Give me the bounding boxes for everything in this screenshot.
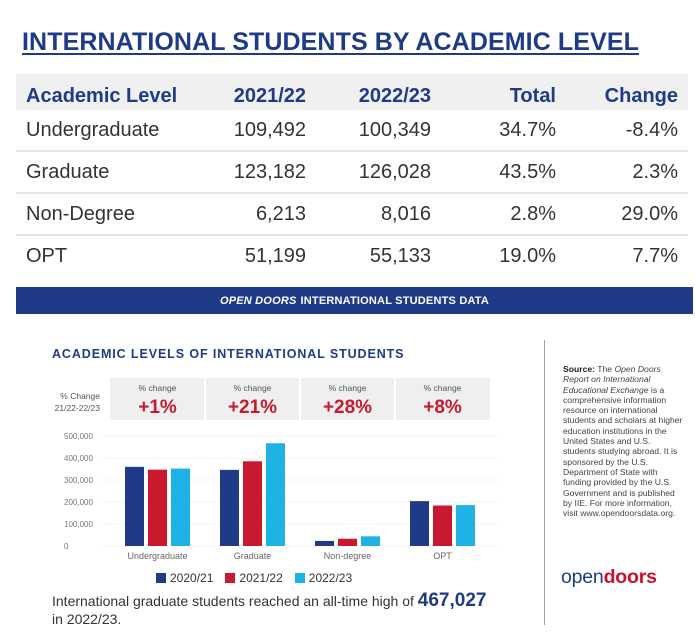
row-level: OPT <box>26 244 68 267</box>
source-body: is a comprehensive information resource on international students and scholars at higher education institutions in the United States and U.S. students studying abroad. It is sponsored by the U.S. Department of State with funding provided by the U.S. Government and is published by IIE. For more information, visit www.opendoorsdata.org. <box>563 384 683 519</box>
pct-change-value: +21% <box>227 397 278 418</box>
y-tick-label: 100,000 <box>64 520 93 529</box>
row-2022-23: 100,349 <box>316 110 441 151</box>
opendoors-logo <box>561 566 657 589</box>
bar-2022-23-undergraduate <box>171 469 190 546</box>
academic-level-table <box>16 74 688 276</box>
pct-change-small-label: % change <box>138 383 177 393</box>
row-2022-23: 126,028 <box>316 151 441 193</box>
pct-change-small-label: % change <box>423 383 462 393</box>
source-pre: The <box>595 364 615 374</box>
row-total: 19.0% <box>499 244 556 267</box>
bar-2020-21-undergraduate <box>125 467 144 546</box>
caption <box>52 592 492 628</box>
pct-change-axis-label: % Change <box>60 391 100 401</box>
y-tick-label: 500,000 <box>64 432 93 441</box>
banner-brand: OPEN DOORS <box>219 294 297 307</box>
x-category-label: Non-degree <box>323 551 372 561</box>
x-category-label: Undergraduate <box>127 551 188 561</box>
row-level: Undergraduate <box>16 110 206 151</box>
legend-swatch-2022-23 <box>295 573 305 583</box>
bar-2022-23-opt <box>456 505 475 546</box>
bar-2020-21-graduate <box>220 470 239 546</box>
bar-2021-22-opt <box>433 506 452 546</box>
bar-2020-21-non-degree <box>315 541 334 546</box>
bar-2021-22-undergraduate <box>148 470 167 546</box>
header-2021-22: 2021/22 <box>206 74 316 110</box>
row-2021-22: 123,182 <box>206 151 316 193</box>
caption-highlight-number: 467,027 <box>417 590 487 611</box>
row-level: Non-Degree <box>16 193 206 235</box>
source-note <box>563 364 685 518</box>
logo-part-doors: doors <box>603 566 657 588</box>
header-total: Total <box>441 74 566 110</box>
row-2021-22: 51,199 <box>244 244 306 267</box>
legend-swatch-2021-22 <box>225 573 235 583</box>
pct-change-value: +28% <box>322 397 373 418</box>
open-doors-banner <box>16 287 693 314</box>
table-header-row <box>16 74 688 110</box>
row-change: 2.3% <box>566 151 688 193</box>
row-2022-23: 55,133 <box>369 244 431 267</box>
header-change: Change <box>566 74 688 110</box>
row-2022-23: 8,016 <box>316 193 441 235</box>
row-change: -8.4% <box>566 110 688 151</box>
y-tick-label: 0 <box>64 542 69 551</box>
row-2021-22: 6,213 <box>206 193 316 235</box>
academic-levels-bar-chart <box>0 370 540 570</box>
bar-2021-22-non-degree <box>338 539 357 546</box>
row-total: 43.5% <box>441 151 566 193</box>
source-report-title: Open Doors Report on International Educational Exchange <box>563 364 661 395</box>
header-2022-23: 2022/23 <box>316 74 441 110</box>
vertical-divider <box>544 340 545 625</box>
x-category-label: OPT <box>433 551 452 561</box>
bar-2020-21-opt <box>410 501 429 546</box>
main-title: INTERNATIONAL STUDENTS BY ACADEMIC LEVEL <box>22 28 639 56</box>
row-2021-22: 109,492 <box>206 110 316 151</box>
pct-change-small-label: % change <box>328 383 367 393</box>
legend-label: 2021/22 <box>239 571 283 585</box>
legend-label: 2022/23 <box>308 571 353 585</box>
y-tick-label: 200,000 <box>64 498 93 507</box>
pct-change-value: +1% <box>138 397 177 418</box>
row-level: Graduate <box>16 151 206 193</box>
caption-text-after: in 2022/23. <box>52 611 122 627</box>
x-category-label: Graduate <box>233 551 272 561</box>
legend-item <box>156 571 213 585</box>
legend-item <box>295 571 352 585</box>
bar-2022-23-graduate <box>266 443 285 546</box>
table-row <box>16 193 688 235</box>
row-total: 2.8% <box>441 193 566 235</box>
table-row <box>16 151 688 193</box>
legend-item <box>225 571 282 585</box>
bar-2021-22-graduate <box>243 461 262 546</box>
y-tick-label: 400,000 <box>64 454 93 463</box>
caption-text-before: International graduate students reached an all-time high of <box>52 593 418 609</box>
logo-part-open: open <box>561 566 604 588</box>
header-academic-level: Academic Level <box>16 74 206 110</box>
row-change: 7.7% <box>632 244 678 267</box>
source-label: Source: <box>563 364 595 374</box>
chart-legend <box>156 571 352 585</box>
legend-label: 2020/21 <box>170 571 214 585</box>
table-row <box>16 110 688 151</box>
y-tick-label: 300,000 <box>64 476 93 485</box>
pct-change-axis-period: 21/22-22/23 <box>54 403 100 413</box>
chart-title: ACADEMIC LEVELS OF INTERNATIONAL STUDENTS <box>52 347 405 361</box>
banner-text: INTERNATIONAL STUDENTS DATA <box>300 294 490 307</box>
row-total: 34.7% <box>441 110 566 151</box>
table-row <box>16 235 688 276</box>
pct-change-small-label: % change <box>233 383 272 393</box>
row-change: 29.0% <box>566 193 688 235</box>
legend-swatch-2020-21 <box>156 573 166 583</box>
bar-2022-23-non-degree <box>361 536 380 546</box>
pct-change-value: +8% <box>423 397 462 418</box>
